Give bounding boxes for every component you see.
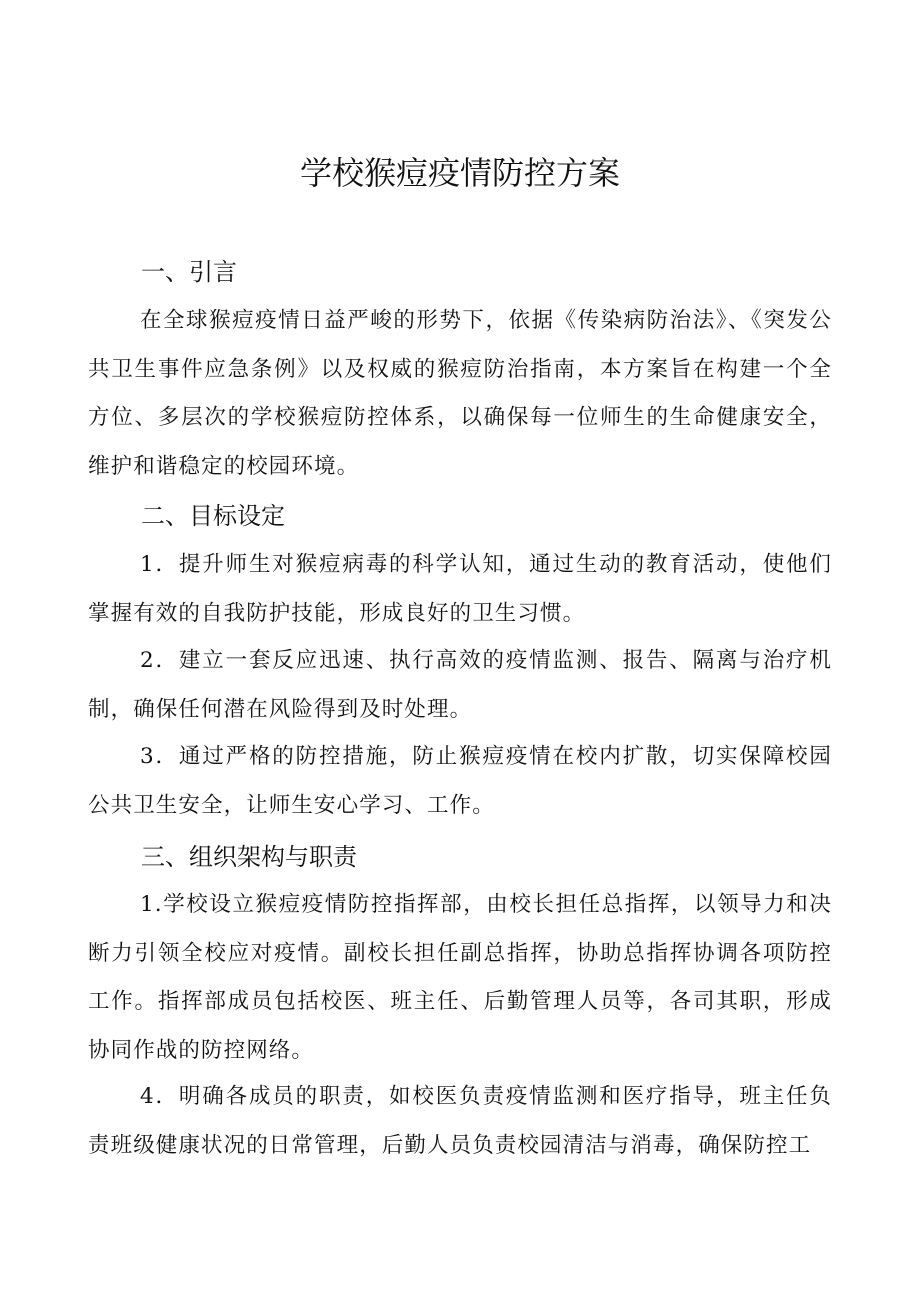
paragraph-organization-1: 1.学校设立猴痘疫情防控指挥部，由校长担任总指挥，以领导力和决断力引领全校应对疫情。副校长担任副总指挥，协助总指挥协调各项防控工作。指挥部成员包括校医、班主任、后勤管理人员等，各司其职，形成协同作战的防控网络。 (88, 892, 832, 1063)
document-title: 学校猴痘疫情防控方案 (299, 154, 620, 192)
section-heading-organization: 三、组织架构与职责 (141, 843, 357, 871)
section-heading-introduction: 一、引言 (141, 258, 237, 286)
paragraph-organization-4: 4．明确各成员的职责，如校医负责疫情监测和医疗指导，班主任负责班级健康状况的日常管理，后勤人员负责校园清洁与消毒，确保防控工 (88, 1084, 832, 1158)
paragraph-goal-2: 2．建立一套反应迅速、执行高效的疫情监测、报告、隔离与治疗机制，确保任何潜在风险得到及时处理。 (88, 648, 832, 722)
paragraph-introduction: 在全球猴痘疫情日益严峻的形势下，依据《传染病防治法》、《突发公共卫生事件应急条例》以及权威的猴痘防治指南，本方案旨在构建一个全方位、多层次的学校猴痘防控体系，以确保每一位师生的生命健康安全，维护和谐稳定的校园环境。 (88, 308, 832, 479)
paragraph-goal-1: 1．提升师生对猴痘病毒的科学认知，通过生动的教育活动，使他们掌握有效的自我防护技能，形成良好的卫生习惯。 (88, 552, 832, 626)
section-heading-goals: 二、目标设定 (141, 502, 285, 530)
paragraph-goal-3: 3．通过严格的防控措施，防止猴痘疫情在校内扩散，切实保障校园公共卫生安全，让师生安心学习、工作。 (88, 744, 832, 818)
